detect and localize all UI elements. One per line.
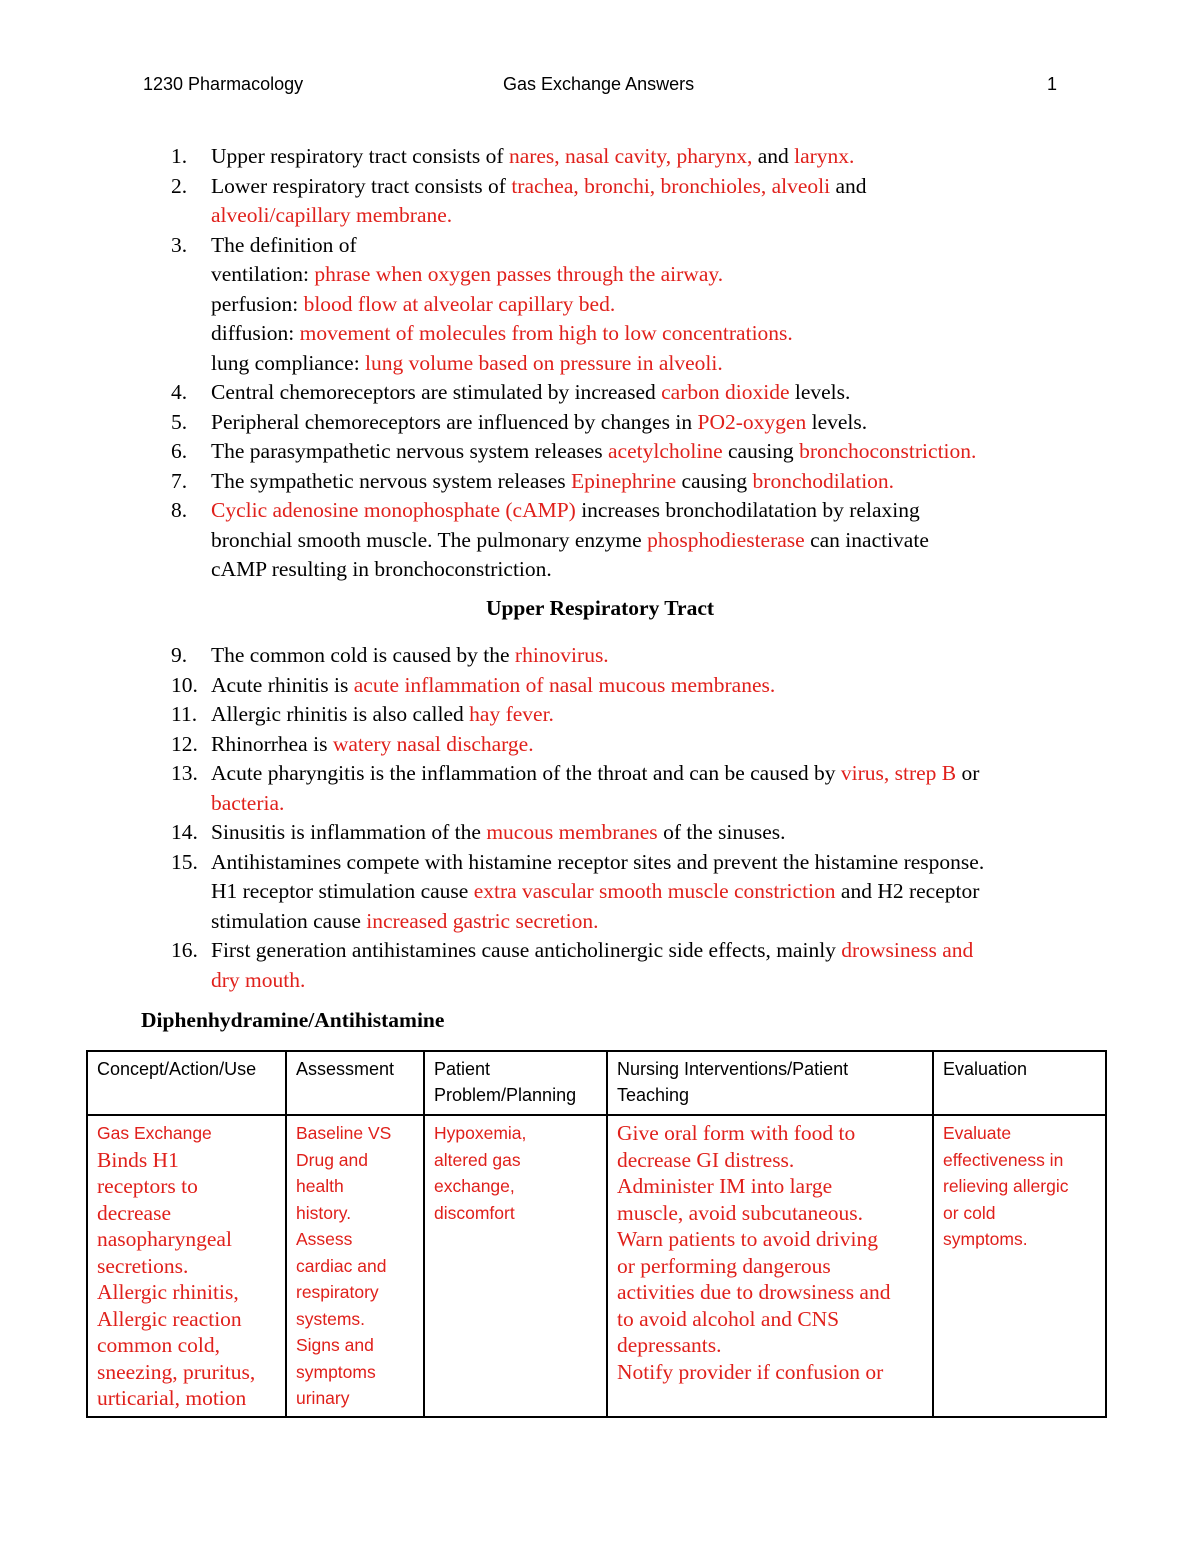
answer-text: phosphodiesterase — [647, 527, 805, 552]
cell-line: Nursing Interventions/Patient — [617, 1059, 849, 1079]
list-item — [171, 378, 1081, 408]
cell-line: Allergic rhinitis, — [97, 1280, 239, 1304]
answer-text: alveoli/capillary membrane. — [211, 203, 453, 227]
cell-line: symptoms. — [943, 1229, 1028, 1249]
cell-line: activities due to drowsiness and — [617, 1280, 891, 1304]
list-item-number: 2. — [171, 173, 188, 198]
list-item-number: 6. — [171, 439, 188, 463]
cell-line: urinary — [296, 1388, 350, 1408]
prompt-text: increases bronchodilatation by relaxing — [575, 498, 920, 522]
cell-line: effectiveness in — [943, 1149, 1064, 1170]
list-item-number: 4. — [171, 380, 188, 404]
cell-line: symptoms — [296, 1361, 376, 1382]
header-title: Gas Exchange Answers — [503, 74, 695, 94]
list-item-number: 12. — [171, 731, 198, 756]
answer-text: rhinovirus. — [514, 643, 609, 667]
list-item — [171, 700, 1081, 730]
answer-text: acetylcholine — [608, 439, 723, 463]
header-evaluation — [933, 1051, 1106, 1115]
prompt-text: H1 receptor stimulation cause — [211, 879, 474, 903]
prompt-text: The common cold is caused by the — [211, 643, 515, 667]
header-assessment — [286, 1051, 424, 1115]
list-item-number: 15. — [171, 849, 198, 874]
drug-table — [86, 1050, 1107, 1418]
list-item — [171, 818, 1081, 848]
list-item — [171, 437, 1081, 467]
prompt-text: levels. — [806, 409, 868, 434]
answer-text: blood flow at alveolar capillary bed. — [303, 291, 616, 316]
list-item — [171, 936, 1081, 995]
prompt-text: The definition of — [211, 232, 357, 257]
cell-line: exchange, — [434, 1176, 515, 1196]
cell-line: to avoid alcohol and CNS — [617, 1306, 840, 1331]
answer-text: drowsiness and — [841, 938, 974, 962]
list-item — [171, 172, 1081, 231]
question-list-general — [171, 142, 1081, 585]
cell-line: Baseline VS — [296, 1123, 392, 1143]
prompt-text: cAMP resulting in bronchoconstriction. — [211, 557, 552, 581]
list-item-number: 9. — [171, 643, 188, 667]
list-item — [171, 671, 1081, 701]
answer-text: PO2-oxygen — [697, 409, 807, 434]
table-title: Diphenhydramine/Antihistamine — [141, 1008, 445, 1032]
answer-text: movement of molecules from high to low concentrations. — [299, 321, 793, 345]
prompt-text: Allergic rhinitis is also called — [211, 702, 470, 726]
cell-line: Problem/Planning — [434, 1085, 577, 1105]
cell-line: discomfort — [434, 1202, 515, 1223]
prompt-text: or — [956, 761, 980, 785]
answer-text: trachea, bronchi, bronchioles, alveoli — [511, 173, 831, 198]
cell-line: Warn patients to avoid driving — [617, 1227, 878, 1251]
answer-text: bronchodilation. — [752, 468, 895, 493]
prompt-text: causing — [676, 468, 753, 493]
prompt-text: Central chemoreceptors are stimulated by increased — [211, 380, 662, 404]
answer-text: watery nasal discharge. — [332, 731, 534, 756]
section-heading: Upper Respiratory Tract — [485, 596, 715, 620]
cell-line: relieving allergic — [943, 1176, 1069, 1196]
list-item — [171, 142, 1081, 172]
prompt-text: can inactivate — [804, 527, 929, 552]
cell-line: Assess — [296, 1229, 353, 1249]
cell-line: decrease — [97, 1200, 171, 1225]
answer-text: bronchoconstriction. — [799, 439, 977, 463]
list-item — [171, 467, 1081, 497]
answer-text: dry mouth. — [211, 967, 306, 992]
list-item-number: 11. — [171, 702, 198, 726]
prompt-text: Acute rhinitis is — [211, 672, 354, 697]
answer-text: bacteria. — [211, 790, 285, 815]
prompt-text: First generation antihistamines cause anticholinergic side effects, mainly — [211, 938, 842, 962]
answer-text: carbon dioxide — [661, 380, 790, 404]
cell-line: Binds H1 — [97, 1147, 179, 1172]
question-list-upper-respiratory — [171, 641, 1081, 995]
cell-interventions — [607, 1115, 933, 1417]
cell-line: Notify provider if confusion or — [617, 1359, 884, 1384]
header-page-number: 1 — [1047, 74, 1058, 94]
cell-line: Hypoxemia, — [434, 1123, 527, 1143]
prompt-text: Antihistamines compete with histamine receptor sites and prevent the histamine response. — [211, 849, 985, 874]
list-item — [171, 496, 1081, 585]
list-item-number: 13. — [171, 761, 198, 785]
cell-evaluation — [933, 1115, 1106, 1417]
header-problem-planning — [424, 1051, 607, 1115]
prompt-text: Rhinorrhea is — [211, 731, 333, 756]
cell-line: Evaluation — [943, 1059, 1028, 1079]
answer-text: larynx. — [794, 144, 855, 168]
prompt-text: and — [752, 144, 795, 168]
prompt-text: Peripheral chemoreceptors are influenced by changes in — [211, 409, 698, 434]
cell-line: Administer IM into large — [617, 1174, 833, 1198]
concept-label: Gas Exchange — [97, 1123, 212, 1143]
cell-line: common cold, — [97, 1333, 221, 1357]
cell-line: secretions. — [97, 1253, 189, 1278]
cell-line: Assessment — [296, 1059, 395, 1079]
cell-line: or cold — [943, 1202, 996, 1223]
prompt-text: stimulation cause — [211, 908, 367, 933]
cell-line: Signs and — [296, 1335, 374, 1355]
cell-line: Give oral form with food to — [617, 1121, 856, 1145]
cell-line: decrease GI distress. — [617, 1147, 795, 1172]
cell-line: Evaluate — [943, 1123, 1012, 1143]
cell-line: systems. — [296, 1308, 366, 1329]
list-item — [171, 231, 1081, 379]
cell-line: urticarial, motion — [97, 1386, 247, 1410]
cell-line: history. — [296, 1202, 352, 1223]
header-course: 1230 Pharmacology — [143, 74, 304, 94]
list-item-number: 3. — [171, 232, 188, 257]
prompt-text: Acute pharyngitis is the inflammation of the throat and can be caused by — [211, 761, 841, 785]
prompt-text: causing — [722, 439, 800, 463]
answer-text: Cyclic adenosine monophosphate (cAMP) — [211, 498, 576, 522]
cell-line: muscle, avoid subcutaneous. — [617, 1200, 864, 1225]
list-item — [171, 730, 1081, 760]
list-item — [171, 848, 1081, 937]
cell-line: Concept/Action/Use — [97, 1059, 257, 1079]
concept-text — [97, 1147, 276, 1412]
table-header-row — [87, 1051, 1106, 1115]
prompt-text: levels. — [789, 380, 851, 404]
list-item-number: 7. — [171, 468, 188, 493]
prompt-text: diffusion: — [211, 321, 300, 345]
cell-line: cardiac and — [296, 1255, 387, 1276]
cell-line: Drug and — [296, 1149, 368, 1170]
cell-problem — [424, 1115, 607, 1417]
cell-line: Patient — [434, 1059, 491, 1079]
list-item — [171, 759, 1081, 818]
cell-line: or performing dangerous — [617, 1253, 831, 1278]
cell-concept — [87, 1115, 286, 1417]
prompt-text: bronchial smooth muscle. The pulmonary enzyme — [211, 527, 648, 552]
prompt-text: perfusion: — [211, 291, 304, 316]
cell-line: Teaching — [617, 1085, 690, 1105]
prompt-text: of the sinuses. — [657, 820, 786, 844]
prompt-text: The sympathetic nervous system releases — [211, 468, 572, 493]
cell-line: receptors to — [97, 1174, 198, 1198]
header-concept — [87, 1051, 286, 1115]
answer-text: nares, nasal cavity, pharynx, — [508, 144, 753, 168]
cell-line: altered gas — [434, 1149, 521, 1170]
list-item — [171, 641, 1081, 671]
cell-line: sneezing, pruritus, — [97, 1359, 256, 1384]
cell-line: nasopharyngeal — [97, 1227, 232, 1251]
answer-text: acute inflammation of nasal mucous membranes. — [353, 672, 776, 697]
answer-text: lung volume based on pressure in alveoli. — [365, 350, 723, 375]
cell-line: depressants. — [617, 1333, 722, 1357]
answer-text: mucous membranes — [486, 820, 658, 844]
answer-text: hay fever. — [469, 702, 554, 726]
answer-text: Epinephrine — [571, 468, 677, 493]
cell-line: health — [296, 1176, 344, 1196]
cell-assessment — [286, 1115, 424, 1417]
cell-line: Allergic reaction — [97, 1306, 242, 1331]
prompt-text: ventilation: — [211, 262, 315, 286]
prompt-text: The parasympathetic nervous system releases — [211, 439, 609, 463]
answer-text: increased gastric secretion. — [366, 908, 599, 933]
list-item-number: 1. — [171, 144, 188, 168]
list-item-number: 10. — [171, 672, 198, 697]
list-item-number: 5. — [171, 409, 188, 434]
header-interventions — [607, 1051, 933, 1115]
list-item-number: 16. — [171, 938, 198, 962]
answer-text: virus, strep B — [840, 761, 957, 785]
table-row — [87, 1115, 1106, 1417]
list-item-number: 8. — [171, 498, 188, 522]
list-item — [171, 408, 1081, 438]
prompt-text: and H2 receptor — [835, 879, 980, 903]
list-item-number: 14. — [171, 820, 198, 844]
prompt-text: Lower respiratory tract consists of — [211, 173, 512, 198]
prompt-text: Upper respiratory tract consists of — [211, 144, 509, 168]
answer-text: phrase when oxygen passes through the airway. — [314, 262, 724, 286]
cell-line: respiratory — [296, 1282, 379, 1302]
answer-text: extra vascular smooth muscle constriction — [473, 879, 836, 903]
prompt-text: Sinusitis is inflammation of the — [211, 820, 487, 844]
prompt-text: and — [830, 173, 867, 198]
prompt-text: lung compliance: — [211, 350, 366, 375]
